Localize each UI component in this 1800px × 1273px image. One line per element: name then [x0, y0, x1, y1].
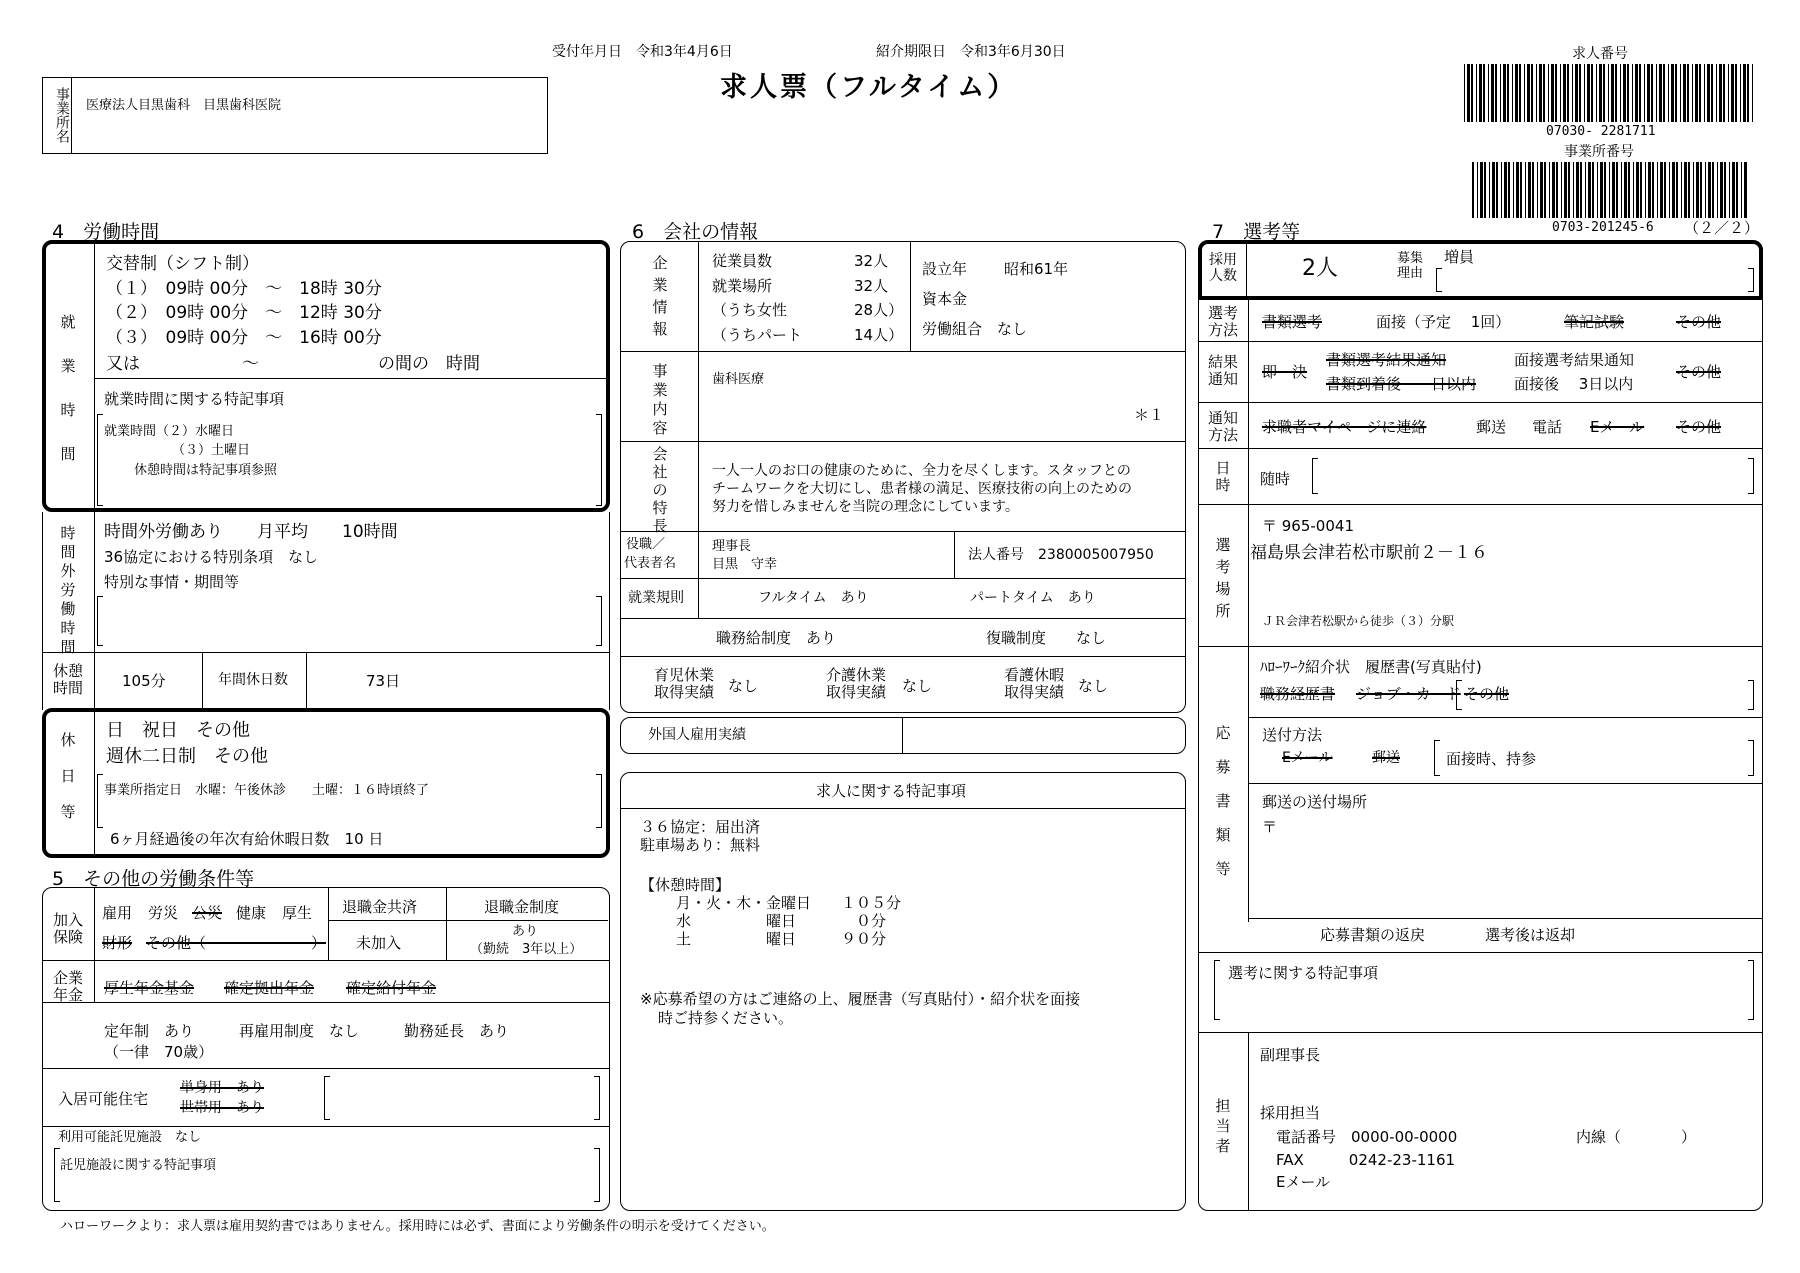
shift-type: 交替制（シフト制）	[106, 254, 259, 274]
features-2: チームワークを大切にし、患者様の満足、医療技術の向上のための	[712, 481, 1132, 497]
employees: 32人	[854, 252, 889, 270]
page-indicator: （２／２）	[1684, 219, 1760, 237]
mail-zip: 〒	[1262, 818, 1278, 836]
corp-pension-label: 企業 年金	[52, 969, 83, 1005]
office-name-box	[42, 77, 548, 154]
date-label: 日 時	[1215, 459, 1231, 495]
retire-mutual-label: 退職金共済	[342, 898, 418, 916]
workplace-label: 就業場所	[712, 277, 773, 295]
foreign-label: 外国人雇用実績	[648, 727, 746, 743]
corp-number: 法人番号 2380005007950	[968, 547, 1154, 563]
referral-deadline: 紹介期限日 令和3年6月30日	[876, 44, 1066, 60]
send-mail: 郵送	[1372, 750, 1400, 766]
annual-holidays: 73日	[366, 672, 401, 690]
employees-label: 従業員数	[712, 252, 773, 270]
section-7-title: 7 選考等	[1212, 221, 1301, 243]
founded: 昭和61年	[1004, 260, 1069, 278]
date-value: 随時	[1260, 470, 1291, 488]
office-name: 医療法人目黒歯科 目黒歯科医院	[86, 98, 282, 113]
special-hours-label: 就業時間に関する特記事項	[104, 390, 285, 408]
result-docs-notice: 書類選考結果通知	[1326, 351, 1447, 369]
asterisk-note: ＊１	[1134, 406, 1165, 424]
hire-count-box	[1198, 240, 1763, 300]
office-number-label: 事業所番号	[1564, 144, 1634, 160]
rep-label-1: 役職／	[626, 537, 666, 552]
contact-title: 副理事長	[1260, 1046, 1321, 1064]
special-hours-2: （３）土曜日	[172, 443, 251, 458]
hire-label: 採用 人数	[1209, 252, 1237, 285]
housing-label: 入居可能住宅	[58, 1090, 149, 1108]
retire-mutual: 未加入	[356, 934, 402, 952]
result-immediate: 即 決	[1262, 363, 1308, 381]
contact-label: 担 当 者	[1215, 1097, 1231, 1155]
hire-count: 2人	[1302, 256, 1338, 281]
special-2: 駐車場あり：無料	[640, 836, 761, 854]
rep-title: 理事長	[712, 539, 752, 554]
annual-holidays-label: 年間休日数	[218, 672, 288, 688]
method-other: その他	[1676, 313, 1722, 331]
care-leave: なし	[902, 677, 933, 695]
place-access: ＪＲ会津若松駅から徒歩（３）分駅	[1262, 614, 1455, 628]
housing-single: 単身用 あり	[180, 1080, 264, 1096]
notice-label: 通知 方法	[1207, 409, 1238, 445]
office-name-label: 事業所名	[54, 87, 70, 143]
childcare: 利用可能託児施設 なし	[58, 1130, 202, 1145]
place-zip: 〒 965-0041	[1262, 517, 1354, 535]
capital-label: 資本金	[922, 290, 968, 308]
send-email: Eメール	[1282, 750, 1333, 766]
job-number: 07030- 2281711	[1546, 124, 1656, 139]
docs-return: 応募書類の返戻 選考後は返却	[1320, 926, 1576, 944]
special-hours-3: 休憩時間は特記事項参照	[134, 463, 278, 478]
women: 28人）	[854, 301, 904, 319]
holiday-note: 事業所指定日 水曜：午後休診 土曜：１６時頃終了	[104, 783, 430, 798]
paid-leave: 6ヶ月経過後の年次有給休暇日数 10 日	[110, 830, 384, 848]
shift-3: （３） 09時 00分 ～ 16時 00分	[106, 328, 382, 348]
footer-note: ハローワークより：求人票は雇用契約書ではありません。採用時には必ず、書面により労働条件の明示を受けてください。	[60, 1219, 775, 1234]
selection-note: 選考に関する特記事項	[1228, 964, 1379, 982]
result-interview-notice: 面接選考結果通知	[1514, 351, 1635, 369]
holiday-label: 休 日 等	[60, 731, 76, 821]
notice-phone: 電話	[1532, 418, 1563, 436]
ins-employment: 雇用	[102, 904, 133, 922]
office-number-barcode	[1470, 162, 1750, 218]
workplace: 32人	[854, 277, 889, 295]
retirement-uniform: （一律 70歳）	[104, 1043, 214, 1061]
reinstate: 復職制度 なし	[986, 629, 1107, 647]
rep-label-2: 代表者名	[624, 556, 677, 571]
weekly-holidays: 週休二日制 その他	[106, 746, 268, 767]
docs-label: 応 募 書 類 等	[1215, 724, 1231, 878]
docs-other: その他	[1464, 685, 1510, 703]
ins-pension: 厚生	[282, 904, 313, 922]
special-hours-1: 就業時間（２）水曜日	[104, 424, 235, 439]
docs-required: ﾊﾛｰﾜｰｸ紹介状 履歴書(写真貼付)	[1260, 658, 1482, 676]
contact-phone: 電話番号 0000-00-0000	[1276, 1128, 1458, 1146]
ins-health: 健康	[236, 904, 267, 922]
section-4-title: 4 労働時間	[52, 221, 160, 243]
retire-system-label: 退職金制度	[484, 898, 560, 916]
job-number-label: 求人番号	[1572, 46, 1628, 62]
retire-system: あり	[512, 924, 539, 939]
reason: 増員	[1444, 248, 1475, 266]
break-value: 105分	[122, 672, 166, 690]
childcare-leave: なし	[728, 677, 759, 695]
place-label: 選 考 場 所	[1215, 536, 1231, 620]
holidays: 日 祝日 その他	[106, 720, 250, 741]
work-hours-label: 就 業 時 間	[60, 313, 76, 463]
shift-2: （２） 09時 00分 ～ 12時 30分	[106, 303, 382, 323]
part-label: （うちパート	[712, 326, 803, 344]
corp-pension-2: 確定拠出年金	[224, 979, 315, 997]
ins-public: 公災	[192, 904, 223, 922]
overtime-label: 時 間 外 労 働 時 間	[60, 524, 76, 656]
ins-zaikei: 財形	[102, 934, 133, 952]
childcare-note: 託児施設に関する特記事項	[60, 1158, 217, 1173]
corp-pension-1: 厚生年金基金	[104, 979, 195, 997]
job-special-title: 求人に関する特記事項	[816, 782, 967, 800]
corp-pension-3: 確定給付年金	[346, 979, 437, 997]
care-leave-label: 介護休業 取得実績	[825, 666, 886, 702]
special-6: 土 曜日 ９０分	[676, 930, 887, 948]
overtime-special: 特別な事情・期間等	[104, 573, 240, 591]
break-label: 休憩 時間	[52, 662, 83, 698]
result-interview-days: 面接後 3日以内	[1514, 375, 1634, 393]
docs-career: 職務経歴書	[1260, 685, 1336, 703]
pay-system: 職務給制度 あり	[716, 629, 837, 647]
send-bring: 面接時、持参	[1446, 750, 1537, 768]
rules-full: フルタイム あり	[758, 590, 869, 606]
features-label: 会 社 の 特 長	[652, 445, 668, 535]
notice-email: Eメール	[1590, 418, 1645, 436]
women-label: （うち女性	[712, 301, 788, 319]
rep-name: 目黒 守幸	[712, 557, 778, 572]
office-number: 0703-201245-6	[1552, 220, 1654, 235]
shift-1: （１） 09時 00分 ～ 18時 30分	[106, 279, 382, 299]
result-label: 結果 通知	[1207, 353, 1238, 389]
nursing-leave: なし	[1078, 677, 1109, 695]
overtime: 時間外労働あり 月平均 10時間	[104, 522, 398, 542]
send-label: 送付方法	[1262, 726, 1323, 744]
business-label: 事 業 内 容	[652, 362, 668, 437]
result-other: その他	[1676, 363, 1722, 381]
special-8: 時ご持参ください。	[658, 1009, 794, 1027]
ins-other: その他（ ）	[146, 934, 327, 952]
union: 労働組合 なし	[922, 320, 1028, 338]
method-interview: 面接（予定 1回）	[1376, 313, 1511, 331]
mail-place-label: 郵送の送付場所	[1262, 793, 1368, 811]
method-label: 選考 方法	[1207, 304, 1238, 340]
insurance-label: 加入 保険	[52, 911, 83, 947]
part: 14人）	[854, 326, 904, 344]
special-4: 月・火・木・金曜日 １０５分	[676, 894, 902, 912]
special-5: 水 曜日 ０分	[676, 912, 887, 930]
contact-person: 採用担当	[1260, 1104, 1321, 1122]
features-1: 一人一人のお口の健康のために、全力を尽くします。スタッフとの	[712, 463, 1131, 479]
childcare-leave-label: 育児休業 取得実績	[653, 666, 714, 702]
nursing-leave-label: 看護休暇 取得実績	[1003, 666, 1064, 702]
special-1: ３６協定：届出済	[640, 818, 761, 836]
reception-date: 受付年月日 令和3年4月6日	[552, 44, 733, 60]
page-title: 求人票（フルタイム）	[720, 72, 1018, 103]
reason-label: 募集 理由	[1396, 251, 1423, 281]
notice-mail: 郵送	[1476, 418, 1507, 436]
method-written: 筆記試験	[1564, 313, 1625, 331]
place-address: 福島県会津若松市駅前２－１６	[1250, 543, 1488, 563]
features-3: 努力を惜しみませんを当院の理念にしています。	[712, 499, 1019, 515]
special-3: 【休憩時間】	[640, 876, 731, 894]
overtime-36: 36協定における特別条項 なし	[104, 548, 319, 566]
job-number-barcode	[1462, 64, 1758, 122]
retirement-age: 定年制 あり 再雇用制度 なし 勤務延長 あり	[104, 1022, 510, 1040]
contact-ext: 内線（ ）	[1576, 1128, 1697, 1146]
docs-jobcard: ジョブ・カード	[1356, 685, 1461, 703]
notice-other: その他	[1676, 418, 1722, 436]
founded-label: 設立年	[922, 260, 968, 278]
or-between: 又は ～ の間の 時間	[106, 354, 480, 374]
contact-fax: FAX 0242-23-1161	[1276, 1151, 1456, 1169]
contact-email: Eメール	[1276, 1173, 1331, 1191]
housing-family: 世帯用 あり	[180, 1100, 264, 1116]
rules-label: 就業規則	[628, 590, 684, 606]
special-7: ※応募希望の方はご連絡の上、履歴書（写真貼付）・紹介状を面接	[640, 990, 1081, 1008]
notice-mypage: 求職者マイページに連絡	[1262, 418, 1427, 436]
retire-years: （勤続 3年以上）	[470, 942, 583, 957]
section-5-title: 5 その他の労働条件等	[52, 868, 255, 890]
rules-part: パートタイム あり	[970, 590, 1096, 606]
method-docs: 書類選考	[1262, 313, 1323, 331]
ins-accident: 労災	[148, 904, 179, 922]
result-docs-days: 書類到着後 日以内	[1326, 375, 1477, 393]
section-6-title: 6 会社の情報	[632, 221, 759, 243]
company-info-label: 企 業 情 報	[652, 254, 668, 338]
business: 歯科医療	[712, 372, 765, 387]
